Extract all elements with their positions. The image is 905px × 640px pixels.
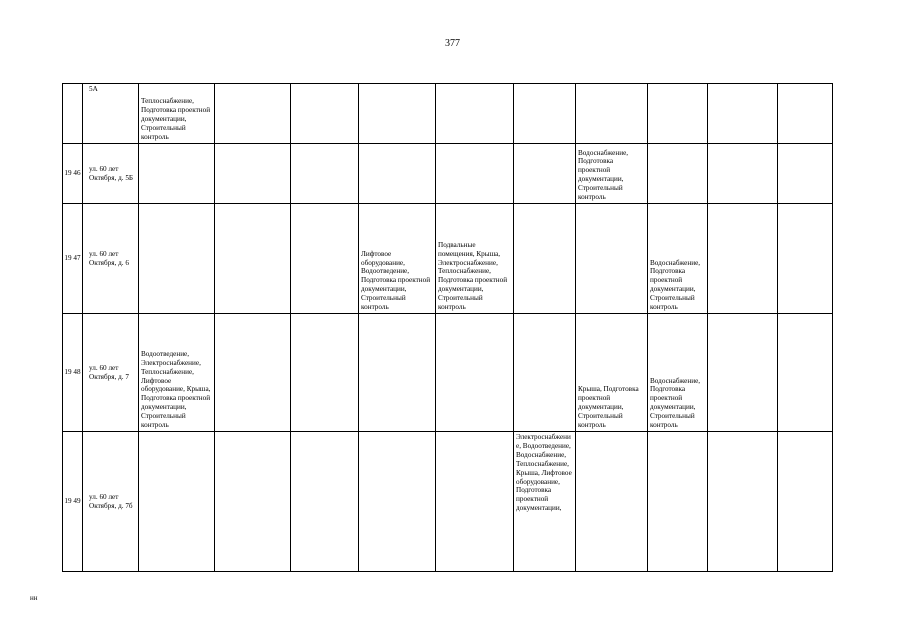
work-cell [291,204,359,314]
work-cell [291,84,359,144]
work-cell: Крыша, Подготовка проектной документации, Строительный контроль [576,314,648,432]
work-cell [359,314,436,432]
work-cell [514,144,576,204]
row-number: 19 46 [63,144,83,204]
work-cell [436,432,514,572]
row-number: 19 47 [63,204,83,314]
address-cell: 5А [83,84,139,144]
work-cell [708,204,778,314]
work-cell [778,204,833,314]
table-row [63,432,833,572]
work-cell: Подвальные помещения, Крыша, Электроснабжение, Теплоснабжение, Подготовка проектной документации, Строительный контроль [436,204,514,314]
work-cell [139,144,215,204]
work-cell [708,84,778,144]
work-cell [576,204,648,314]
work-cell: Водоотведение, Электроснабжение, Теплоснабжение, Лифтовое оборудование, Крыша, Подготовка проектной документации, Строительный контроль [139,314,215,432]
table-row [63,84,833,144]
work-cell [359,84,436,144]
work-cell [291,432,359,572]
work-cell [436,314,514,432]
work-cell [291,144,359,204]
work-cell [215,144,291,204]
work-cell [139,204,215,314]
work-cell [708,432,778,572]
work-cell [576,84,648,144]
page-number: 377 [445,38,460,49]
row-number [63,84,83,144]
work-cell: Электроснабжение, Водоотведение, Водоснабжение, Теплоснабжение, Крыша, Лифтовое оборудование, Подготовка проектной документации, [514,432,576,572]
address-cell: ул. 60 лет Октября, д. 7 [83,314,139,432]
work-cell [778,144,833,204]
work-cell [708,144,778,204]
work-cell [359,144,436,204]
work-cell [215,314,291,432]
work-cell [648,432,708,572]
address-cell: ул. 60 лет Октября, д. 5Б [83,144,139,204]
footer-mark: нн [30,594,38,602]
work-cell [436,84,514,144]
work-cell [514,84,576,144]
works-table [62,83,833,572]
work-cell [778,314,833,432]
work-cell: Водоснабжение, Подготовка проектной документации, Строительный контроль [648,314,708,432]
address-cell: ул. 60 лет Октября, д. 7б [83,432,139,572]
work-cell [778,432,833,572]
work-cell [139,432,215,572]
table-row [63,144,833,204]
work-cell [778,84,833,144]
work-cell [291,314,359,432]
address-cell: ул. 60 лет Октября, д. 6 [83,204,139,314]
work-cell: Водоснабжение, Подготовка проектной документации, Строительный контроль [648,204,708,314]
work-cell: Теплоснабжение, Подготовка проектной документации, Строительный контроль [139,84,215,144]
work-cell [215,432,291,572]
work-cell [215,84,291,144]
table-row [63,204,833,314]
work-cell [514,204,576,314]
row-number: 19 49 [63,432,83,572]
work-cell [576,432,648,572]
work-cell [215,204,291,314]
work-cell [648,144,708,204]
work-cell [708,314,778,432]
work-cell [648,84,708,144]
work-cell: Водоснабжение, Подготовка проектной документации, Строительный контроль [576,144,648,204]
work-cell [436,144,514,204]
work-cell [514,314,576,432]
work-cell [359,432,436,572]
table-row [63,314,833,432]
work-cell: Лифтовое оборудование, Водоотведение, Подготовка проектной документации, Строительный контроль [359,204,436,314]
row-number: 19 48 [63,314,83,432]
